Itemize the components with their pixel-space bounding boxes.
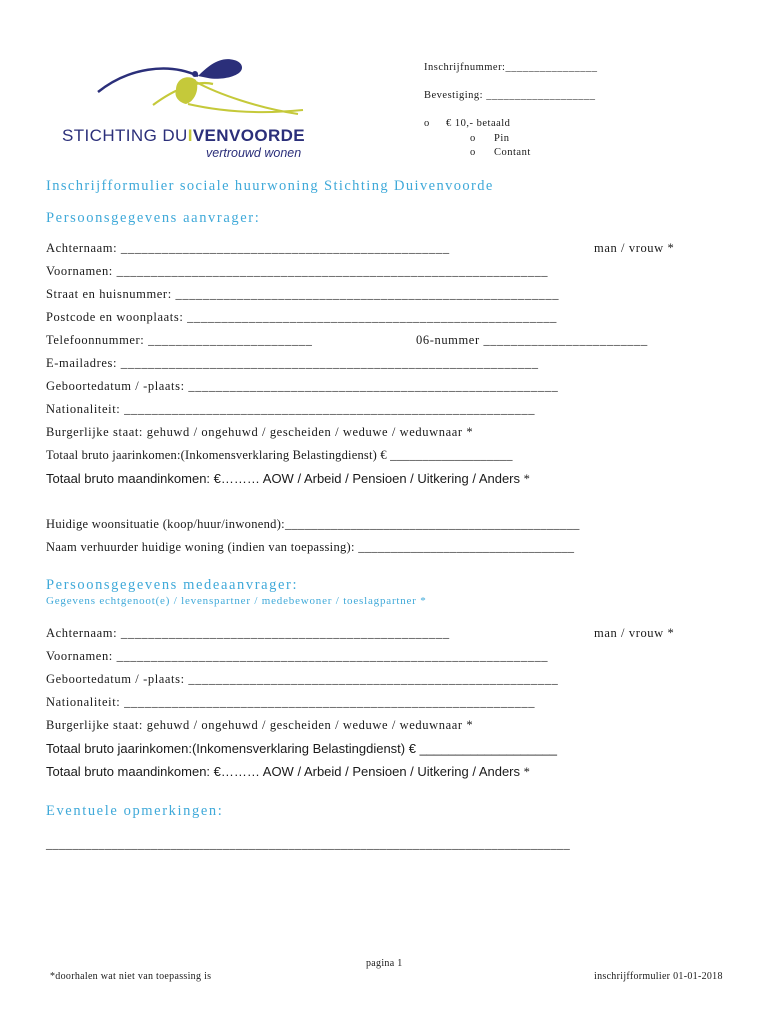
mede-achternaam-field[interactable]: Achternaam: ________________________________________________: [46, 626, 450, 640]
pin-option[interactable]: Pin: [494, 133, 510, 144]
logo-tagline: vertrouwd wonen: [206, 146, 302, 160]
achternaam-field[interactable]: Achternaam: ________________________________________________: [46, 241, 450, 255]
mede-maandinkomen-label: Totaal bruto maandinkomen: €……… AOW / Arbeid / Pensioen / Uitkering / Anders: [46, 764, 521, 779]
page-number: pagina 1: [366, 958, 403, 969]
straat-field[interactable]: Straat en huisnummer: ________________________________________________________: [46, 287, 560, 301]
mede-burgerlijke-staat-choice[interactable]: Burgerlijke staat: gehuwd / ongehuwd / gescheiden / weduwe / weduwnaar *: [46, 718, 474, 732]
section-opmerkingen-heading: Eventuele opmerkingen:: [46, 803, 224, 819]
logo-name-part3: VENVOORDE: [192, 126, 306, 145]
logo-name-part2: I: [187, 126, 193, 145]
payment-label: € 10,- betaald: [446, 118, 511, 129]
mede-geboorte-field[interactable]: Geboortedatum / -plaats: ______________________________________________________: [46, 672, 559, 686]
page-title: Inschrijfformulier sociale huurwoning Stichting Duivenvoorde: [46, 178, 494, 194]
geboorte-field[interactable]: Geboortedatum / -plaats: ______________________________________________________: [46, 379, 559, 393]
contant-option[interactable]: Contant: [494, 147, 531, 158]
mede-voornamen-field[interactable]: Voornamen: _______________________________________________________________: [46, 649, 549, 663]
section-medeaanvrager-subheading: Gegevens echtgenoot(e) / levenspartner / medebewoner / toeslagpartner *: [46, 595, 427, 607]
footer-form-id: inschrijfformulier 01-01-2018: [594, 971, 723, 982]
mobiel-field[interactable]: 06-nummer ________________________: [416, 333, 648, 347]
logo: [58, 50, 328, 165]
maandinkomen-label: Totaal bruto maandinkomen: €……… AOW / Arbeid / Pensioen / Uitkering / Anders: [46, 471, 521, 486]
jaarinkomen-field[interactable]: Totaal bruto jaarinkomen:(Inkomensverklaring Belastingdienst) € ___________________: [46, 448, 513, 462]
maandinkomen-star: *: [523, 472, 531, 486]
section-aanvrager-heading: Persoonsgegevens aanvrager:: [46, 210, 261, 226]
voornamen-field[interactable]: Voornamen: _______________________________________________________________: [46, 264, 549, 278]
dove-logo-icon: [58, 50, 318, 122]
section-medeaanvrager-heading: Persoonsgegevens medeaanvrager:: [46, 577, 299, 593]
opmerkingen-field[interactable]: ________________________________________________________________________________: [46, 837, 570, 851]
burgerlijke-staat-choice[interactable]: Burgerlijke staat: gehuwd / ongehuwd / gescheiden / weduwe / weduwnaar *: [46, 425, 474, 439]
contant-bullet: o: [470, 147, 476, 158]
logo-name-part1: STICHTING DU: [62, 126, 188, 145]
mede-nationaliteit-field[interactable]: Nationaliteit: ____________________________________________________________: [46, 695, 536, 709]
mede-maandinkomen-star: *: [523, 765, 531, 779]
email-field[interactable]: E-mailadres: _____________________________________________________________: [46, 356, 539, 370]
woonsituatie-field[interactable]: Huidige woonsituatie (koop/huur/inwonend):_____________________________________________: [46, 517, 580, 531]
mede-maandinkomen-field[interactable]: [46, 764, 531, 780]
mede-jaarinkomen-field[interactable]: Totaal bruto jaarinkomen:(Inkomensverklaring Belastingdienst) € ___________________: [46, 741, 557, 756]
man-vrouw-choice[interactable]: man / vrouw *: [594, 241, 675, 255]
logo-name: [62, 126, 305, 146]
postcode-field[interactable]: Postcode en woonplaats: ______________________________________________________: [46, 310, 558, 324]
footer-note: *doorhalen wat niet van toepassing is: [50, 971, 212, 982]
bevestiging-field[interactable]: Bevestiging: ___________________: [424, 90, 596, 101]
inschrijfnummer-field[interactable]: Inschrijfnummer:________________: [424, 62, 598, 73]
telefoon-field[interactable]: Telefoonnummer: ________________________: [46, 333, 313, 347]
mede-man-vrouw-choice[interactable]: man / vrouw *: [594, 626, 675, 640]
maandinkomen-field[interactable]: [46, 471, 531, 487]
verhuurder-field[interactable]: Naam verhuurder huidige woning (indien van toepassing): _________________________________: [46, 540, 575, 554]
nationaliteit-field[interactable]: Nationaliteit: ____________________________________________________________: [46, 402, 536, 416]
payment-bullet: o: [424, 118, 430, 129]
pin-bullet: o: [470, 133, 476, 144]
